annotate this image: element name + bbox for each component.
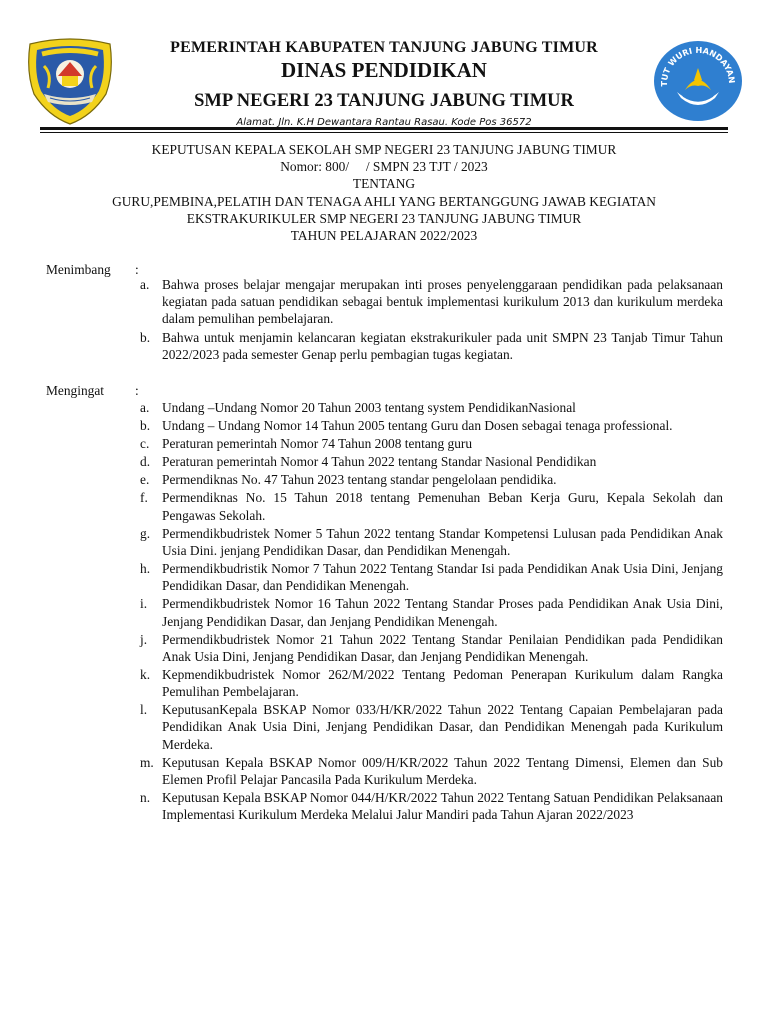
decree-number: Nomor: 800/ / SMPN 23 TJT / 2023 xyxy=(280,159,488,175)
list-item-marker: j. xyxy=(140,631,148,647)
list-item-marker: e. xyxy=(140,472,150,488)
list-item-marker: f. xyxy=(140,490,148,506)
decree-about: TENTANG xyxy=(352,176,416,192)
list-item-marker: h. xyxy=(140,561,151,577)
decree-subject-2: EKSTRAKURIKULER SMP NEGERI 23 TANJUNG JABUNG TIMUR xyxy=(186,210,582,226)
decree-heading: KEPUTUSAN KEPALA SEKOLAH SMP NEGERI 23 TANJUNG JABUNG TIMUR xyxy=(151,142,617,157)
list-item-text: Permendikbudristek Nomer 5 Tahun 2022 tentang Standar Kompetensi Lulusan pada Pendidikan Anak Usia Dini. jenjang Pendidikan Dasar, dan Pendidikan Menengah. xyxy=(162,525,723,558)
list-item-text: Undang – Undang Nomor 14 Tahun 2005 tentang Guru dan Dosen sebagai tenaga professional. xyxy=(162,418,673,434)
list-item xyxy=(138,489,723,523)
list-item-text: Peraturan pemerintah Nomor 74 Tahun 2008 tentang guru xyxy=(162,436,473,452)
list-item-text: Peraturan pemerintah Nomor 4 Tahun 2022 tentang Standar Nasional Pendidikan xyxy=(162,454,597,470)
decree-year: TAHUN PELAJARAN 2022/2023 xyxy=(290,228,478,244)
mengingat-list xyxy=(138,399,723,824)
list-item-marker: b. xyxy=(140,418,151,434)
list-item-text: Permendiknas No. 15 Tahun 2018 tentang Pemenuhan Beban Kerja Guru, Kepala Sekolah dan Pengawas Sekolah. xyxy=(162,490,723,523)
letterhead-rule-thin xyxy=(40,132,728,133)
mengingat-label: Mengingat xyxy=(46,383,105,398)
list-item-text: Permendikbudristek Nomor 16 Tahun 2022 Tentang Standar Proses pada Pendidikan Anak Usia Dini, Jenjang Pendidikan Dasar, dan Jenjang Pendidikan Menengah. xyxy=(162,596,723,629)
mengingat-colon: : xyxy=(135,383,139,398)
menimbang-label: Menimbang xyxy=(46,262,111,277)
list-item-marker: d. xyxy=(140,454,151,470)
list-item xyxy=(138,399,723,416)
list-item xyxy=(138,560,723,594)
list-item-text: Bahwa untuk menjamin kelancaran kegiatan ekstrakurikuler pada unit SMPN 23 Tanjab Timur Tahun 2022/2023 pada semester Genap perlu pembagian tugas kegiatan. xyxy=(162,329,723,362)
list-item xyxy=(138,453,723,470)
tut-wuri-handayani-logo xyxy=(653,40,743,122)
list-item xyxy=(138,789,723,823)
list-item-marker: n. xyxy=(140,790,151,806)
list-item-text: Permendiknas No. 47 Tahun 2023 tentang standar pengelolaan pendidika. xyxy=(162,472,557,488)
list-item-marker: a. xyxy=(140,400,150,415)
list-item-text: Kepmendikbudristek Nomor 262/M/2022 Tentang Pedoman Penerapan Kurikulum dalam Rangka Pemulihan Pembelajaran. xyxy=(162,666,723,700)
list-item xyxy=(138,631,723,665)
list-item-marker: g. xyxy=(140,525,151,541)
list-item-marker: l. xyxy=(140,702,148,718)
kabupaten-emblem-logo xyxy=(22,36,118,126)
letterhead-agency: DINAS PENDIDIKAN xyxy=(281,58,487,82)
list-item-text: KeputusanKepala BSKAP Nomor 033/H/KR/2022 Tahun 2022 Tentang Capaian Pembelajaran pada Pendidikan Anak Usia Dini, Jenjang Pendidikan Dasar, dan Pendidikan Menengah pada Kurikulum Merdeka. xyxy=(162,702,723,752)
list-item xyxy=(138,471,723,488)
list-item-text: Undang –Undang Nomor 20 Tahun 2003 tentang system PendidikanNasional xyxy=(162,400,576,415)
list-item xyxy=(138,435,723,452)
letterhead xyxy=(120,38,648,129)
list-item xyxy=(138,595,723,629)
logo-motto-text: TUT WURI HANDAYAN xyxy=(658,44,738,87)
list-item xyxy=(138,701,723,753)
list-item xyxy=(138,276,723,328)
list-item-marker: k. xyxy=(140,666,151,682)
list-item-marker: a. xyxy=(140,277,150,292)
letterhead-rule-thick xyxy=(40,127,728,130)
list-item-marker: c. xyxy=(140,436,150,452)
list-item-text: Permendikbudristek Nomor 21 Tahun 2022 Tentang Standar Penilaian Pendidikan pada Pendidikan Anak Usia Dini, Jenjang Pendidikan Dasar, dan Jenjang Pendidikan Menengah. xyxy=(162,631,723,664)
list-item xyxy=(138,525,723,559)
list-item-text: Keputusan Kepala BSKAP Nomor 044/H/KR/2022 Tahun 2022 Tentang Satuan Pendidikan Pelaksanaan Implementasi Kurikulum Merdeka Melalui Jalur Mandiri pada Tahun Ajaran 2022/2023 xyxy=(162,790,723,823)
menimbang-colon: : xyxy=(135,262,139,277)
list-item-marker: i. xyxy=(140,596,148,612)
list-item-marker: b. xyxy=(140,329,151,345)
decree-title xyxy=(40,141,728,244)
menimbang-list xyxy=(138,276,723,364)
letterhead-government: PEMERINTAH KABUPATEN TANJUNG JABUNG TIMUR xyxy=(170,39,598,56)
letterhead-address: Alamat. Jln. K.H Dewantara Rantau Rasau. Kode Pos 36572 xyxy=(236,117,532,128)
list-item xyxy=(138,417,723,434)
list-item-text: Keputusan Kepala BSKAP Nomor 009/H/KR/2022 Tahun 2022 Tentang Dimensi, Elemen dan Sub Elemen Profil Pelajar Pancasila Pada Kurikulum Merdeka. xyxy=(162,754,723,787)
list-item xyxy=(138,329,723,363)
list-item xyxy=(138,754,723,788)
list-item-text: Permendikbudristik Nomor 7 Tahun 2022 Tentang Standar Isi pada Pendidikan Anak Usia Dini, Jenjang Pendidikan Dasar, dan Pendidikan Menengah. xyxy=(162,561,723,594)
decree-subject-1: GURU,PEMBINA,PELATIH DAN TENAGA AHLI YANG BERTANGGUNG JAWAB KEGIATAN xyxy=(112,193,656,209)
list-item-marker: m. xyxy=(140,754,154,770)
list-item xyxy=(138,666,723,700)
list-item-text: Bahwa proses belajar mengajar merupakan inti proses penyelenggaraan pendidikan pada pelaksanaan kegiatan pada satuan pendidikan sebagai bentuk implementasi kurikulum 2013 dan kurikulum merdeka dalam pemulihan pembelajaran. xyxy=(162,277,723,327)
letterhead-school: SMP NEGERI 23 TANJUNG JABUNG TIMUR xyxy=(194,91,574,111)
